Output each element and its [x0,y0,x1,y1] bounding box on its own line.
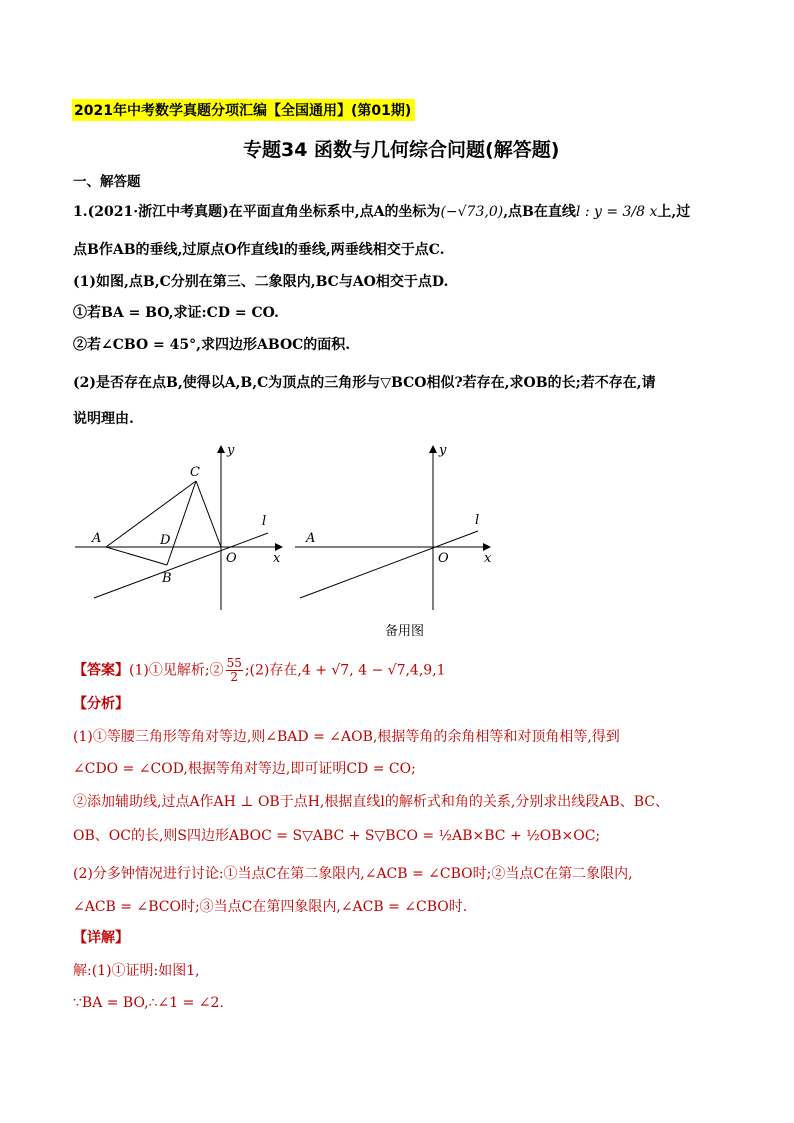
detail-line-2: ∵BA = BO,∴∠1 = ∠2. [73,995,224,1011]
section-heading: 一、解答题 [73,174,141,190]
analysis-tag: 【分析】 [73,696,129,712]
series-header: 2021年中考数学真题分项汇编【全国通用】(第01期) [72,99,415,121]
analysis-line-1: (1)①等腰三角形等角对等边,则∠BAD = ∠AOB,根据等角的余角相等和对顶角相等,得到 [73,729,620,745]
fig2-label-y: y [439,443,447,458]
point-a-coord: (−√73,0) [440,204,504,220]
problem-intro-a: 1.(2021·浙江中考真题)在平面直角坐标系中,点A的坐标为 [73,204,441,220]
answer-text-a: (1)①见解析;② [129,662,224,679]
fig1-label-l: l [262,514,267,529]
part2-statement: (2)是否存在点B,使得以A,B,C为顶点的三角形与▽BCO相似?若存在,求OB的长;若不存在,请 [73,375,656,391]
part2-statement-cont: 说明理由. [73,411,134,427]
fig2-label-o: O [438,551,449,566]
answer-text-b: ;(2)存在,4 + √7, 4 − √7,4,9,1 [244,662,446,679]
fig1-label-y: y [227,443,235,458]
answer-frac-den: 2 [230,670,239,684]
fig1-label-c: C [190,465,200,480]
fig1-label-d: D [160,533,171,548]
fig2-line-l [300,531,478,598]
analysis-line-2: ∠CDO = ∠COD,根据等角对等边,即可证明CD = CO; [73,761,416,777]
fig1-label-b: B [162,571,172,586]
fig1-label-a: A [92,531,102,546]
page-title: 专题34 函数与几何综合问题(解答题) [243,139,560,161]
fig1-line-l [94,533,268,598]
figure-caption: 备用图 [385,624,425,639]
analysis-line-5: (2)分多钟情况进行讨论:①当点C在第二象限内,∠ACB = ∠CBO时;②当点C在第二象限内, [73,866,633,882]
problem-intro-b: ,点B在直线 [503,204,576,220]
fig1-label-x: x [273,551,281,566]
problem-intro-c: 上,过 [657,204,691,220]
fig1-label-o: O [226,551,237,566]
fig2-label-l: l [475,513,480,528]
line-equation: l : y = 3/8 x [575,204,658,220]
analysis-line-6: ∠ACB = ∠BCO时;③当点C在第四象限内,∠ACB = ∠CBO时. [73,899,468,915]
fig1-segment-co [196,481,221,547]
part1-statement: (1)如图,点B,C分别在第三、二象限内,BC与AO相交于点D. [73,274,449,290]
fig1-segment-ab [106,547,167,565]
fig1-segment-bc [167,481,196,565]
answer-line [73,657,446,684]
fig1-segment-ac [106,481,196,547]
detail-tag: 【详解】 [73,930,129,946]
answer-frac-num: 55 [226,656,242,670]
answer-fraction [226,657,243,684]
figure-2 [290,438,505,613]
analysis-line-3: ②添加辅助线,过点A作AH ⊥ OB于点H,根据直线l的解析式和角的关系,分别求出线段AB、BC、 [73,794,669,810]
detail-line-1: 解:(1)①证明:如图1, [73,963,200,979]
problem-line-2: 点B作AB的垂线,过原点O作直线l的垂线,两垂线相交于点C. [73,242,445,258]
fig2-label-a: A [306,531,316,546]
figure-1 [70,438,290,613]
part1-question-1: ①若BA = BO,求证:CD = CO. [73,305,279,321]
analysis-line-4: OB、OC的长,则S四边形ABOC = S▽ABC + S▽BCO = ½AB×BC + ½OB×OC; [73,828,601,844]
answer-tag: 【答案】 [73,662,129,679]
fig2-label-x: x [484,551,492,566]
part1-question-2: ②若∠CBO = 45°,求四边形ABOC的面积. [73,337,351,353]
problem-line-1 [73,202,690,222]
